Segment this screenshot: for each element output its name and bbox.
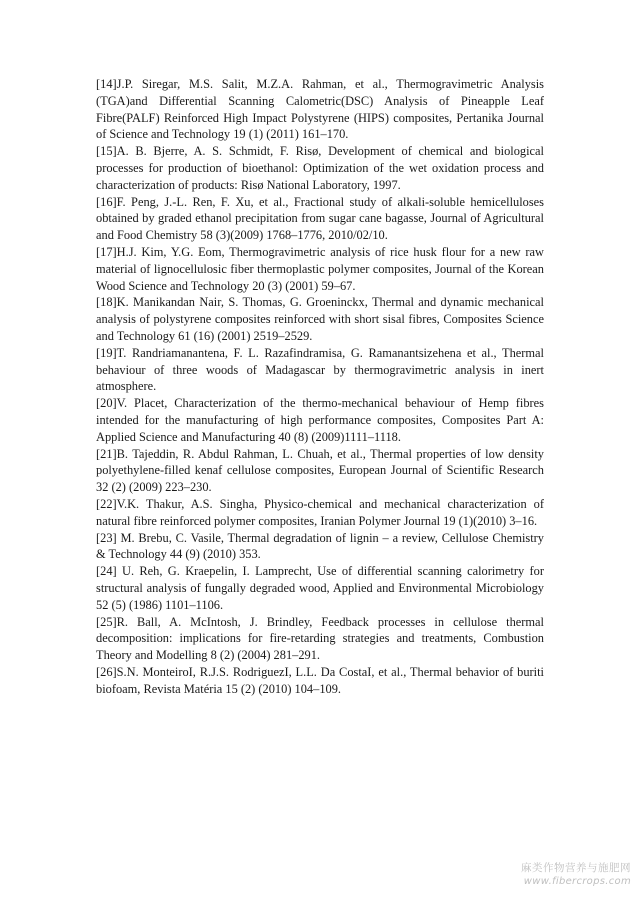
reference-item-14: [14]J.P. Siregar, M.S. Salit, M.Z.A. Rahman, et al., Thermogravimetric Analysis (TGA)and Differential Scanning Calometric(DSC) Analysis of Pineapple Leaf Fibre(PALF) Reinforced High Impact Polystyrene (HIPS) composites, Pertanika Journal of Science and Technology 19 (1) (2011) 161–170.: [96, 77, 544, 142]
watermark: [503, 861, 631, 889]
reference-item-22: [22]V.K. Thakur, A.S. Singha, Physico-chemical and mechanical characterization of natural fibre reinforced polymer composites, Iranian Polymer Journal 19 (1)(2010) 3–16.: [96, 496, 544, 528]
reference-item-24: [24] U. Reh, G. Kraepelin, I. Lamprecht, Use of differential scanning calorimetry for structural analysis of fungally degraded wood, Applied and Environmental Microbiology 52 (5) (1986) 1101–1106.: [96, 564, 544, 612]
reference-item-16: [16]F. Peng, J.-L. Ren, F. Xu, et al., Fractional study of alkali-soluble hemicelluloses obtained by graded ethanol precipitation from sugar cane bagasse, Journal of Agricultural and Food Chemistry 58 (3)(2009) 1768–1776, 2010/02/10.: [96, 194, 544, 243]
reference-item-26: [26]S.N. MonteiroI, R.J.S. RodriguezI, L.L. Da CostaI, et al., Thermal behavior of buriti biofoam, Revista Matéria 15 (2) (2010) 104–109.: [96, 664, 544, 696]
reference-item-18: [18]K. Manikandan Nair, S. Thomas, G. Groeninckx, Thermal and dynamic mechanical analysis of polystyrene composites reinforced with short sisal fibres, Composites Science and Technology 61 (16) (2001) 2519–2529.: [96, 295, 544, 343]
reference-item-17: [17]H.J. Kim, Y.G. Eom, Thermogravimetric analysis of rice husk flour for a new raw material of lignocellulosic fiber thermoplastic polymer composites, Journal of the Korean Wood Science and Technology 20 (3) (2001) 59–67.: [96, 244, 544, 293]
reference-item-19: [19]T. Randriamanantena, F. L. Razafindramisa, G. Ramanantsizehena et al., Thermal behaviour of three woods of Madagascar by thermogravimetric analysis in inert atmosphere.: [96, 345, 544, 394]
reference-item-21: [21]B. Tajeddin, R. Abdul Rahman, L. Chuah, et al., Thermal properties of low density polyethylene-filled kenaf cellulose composites, European Journal of Scientific Research 32 (2) (2009) 223–230.: [96, 446, 544, 495]
reference-item-25: [25]R. Ball, A. McIntosh, J. Brindley, Feedback processes in cellulose thermal decomposition: implications for fire-retarding strategies and treatments, Combustion Theory and Modelling 8 (2) (2004) 281–291.: [96, 614, 544, 663]
reference-list: [96, 76, 544, 697]
reference-item-20: [20]V. Placet, Characterization of the thermo-mechanical behaviour of Hemp fibres intended for the manufacturing of high performance composites, Composites Part A: Applied Science and Manufacturing 40 (8) (2009)1111–1118.: [96, 396, 544, 444]
watermark-url: www.fibercrops.com: [523, 876, 631, 887]
reference-item-23: [23] M. Brebu, C. Vasile, Thermal degradation of lignin – a review, Cellulose Chemistry & Technology 44 (9) (2010) 353.: [96, 530, 544, 562]
watermark-site-name: 麻类作物营养与施肥网: [521, 862, 631, 874]
reference-item-15: [15]A. B. Bjerre, A. S. Schmidt, F. Risø, Development of chemical and biological processes for production of bioethanol: Optimization of the wet oxidation process and characterization of products: Risø National Laboratory, 1997.: [96, 144, 544, 192]
